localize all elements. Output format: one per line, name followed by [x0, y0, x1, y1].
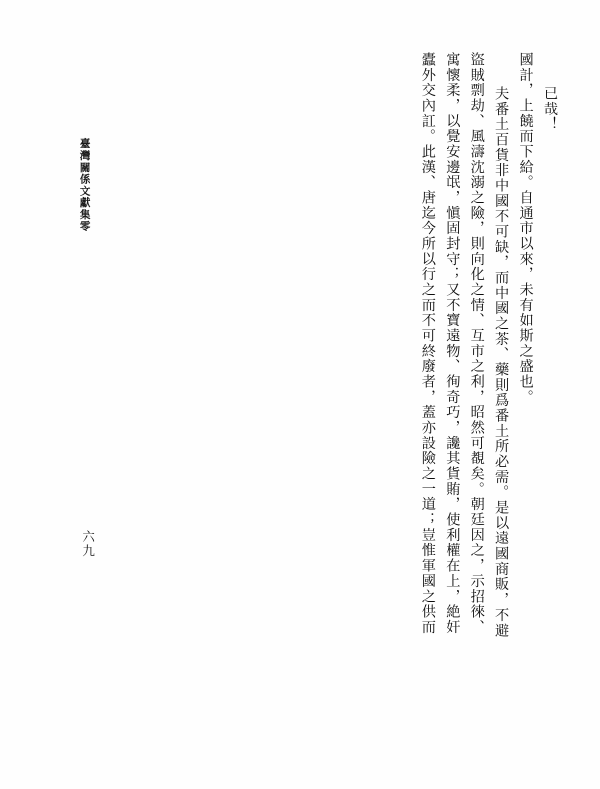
text-column-4: 盜賊剽劫、風濤沈溺之險，則向化之情、互市之利，昭然可覩矣。朝廷因之，示招徠、 [468, 52, 485, 635]
body-text-block [415, 52, 562, 712]
running-head: 臺灣關係文獻集零 [78, 138, 91, 233]
text-column-1: 已哉！ [542, 86, 558, 133]
text-column-2: 國計，上饒而下給。自通市以來，未有如斯之盛也。 [517, 52, 534, 405]
text-column-3: 夫番土百貨非中國不可缺，而中國之茶、藥則爲番土所必需。是以遠國商販，不避 [493, 86, 510, 639]
text-column-5: 寓懷柔，以覺安邊氓，愼固封守；又不寶遠物、徇奇巧，讒其貨賄，使利權在上，絶奸 [444, 52, 461, 635]
text-column-6: 蠹外交內訌。此漢、唐迄今所以行之而不可終廢者，蓋亦設險之一道；豈惟軍國之供而 [419, 52, 436, 635]
page-number: 六九 [80, 530, 96, 558]
